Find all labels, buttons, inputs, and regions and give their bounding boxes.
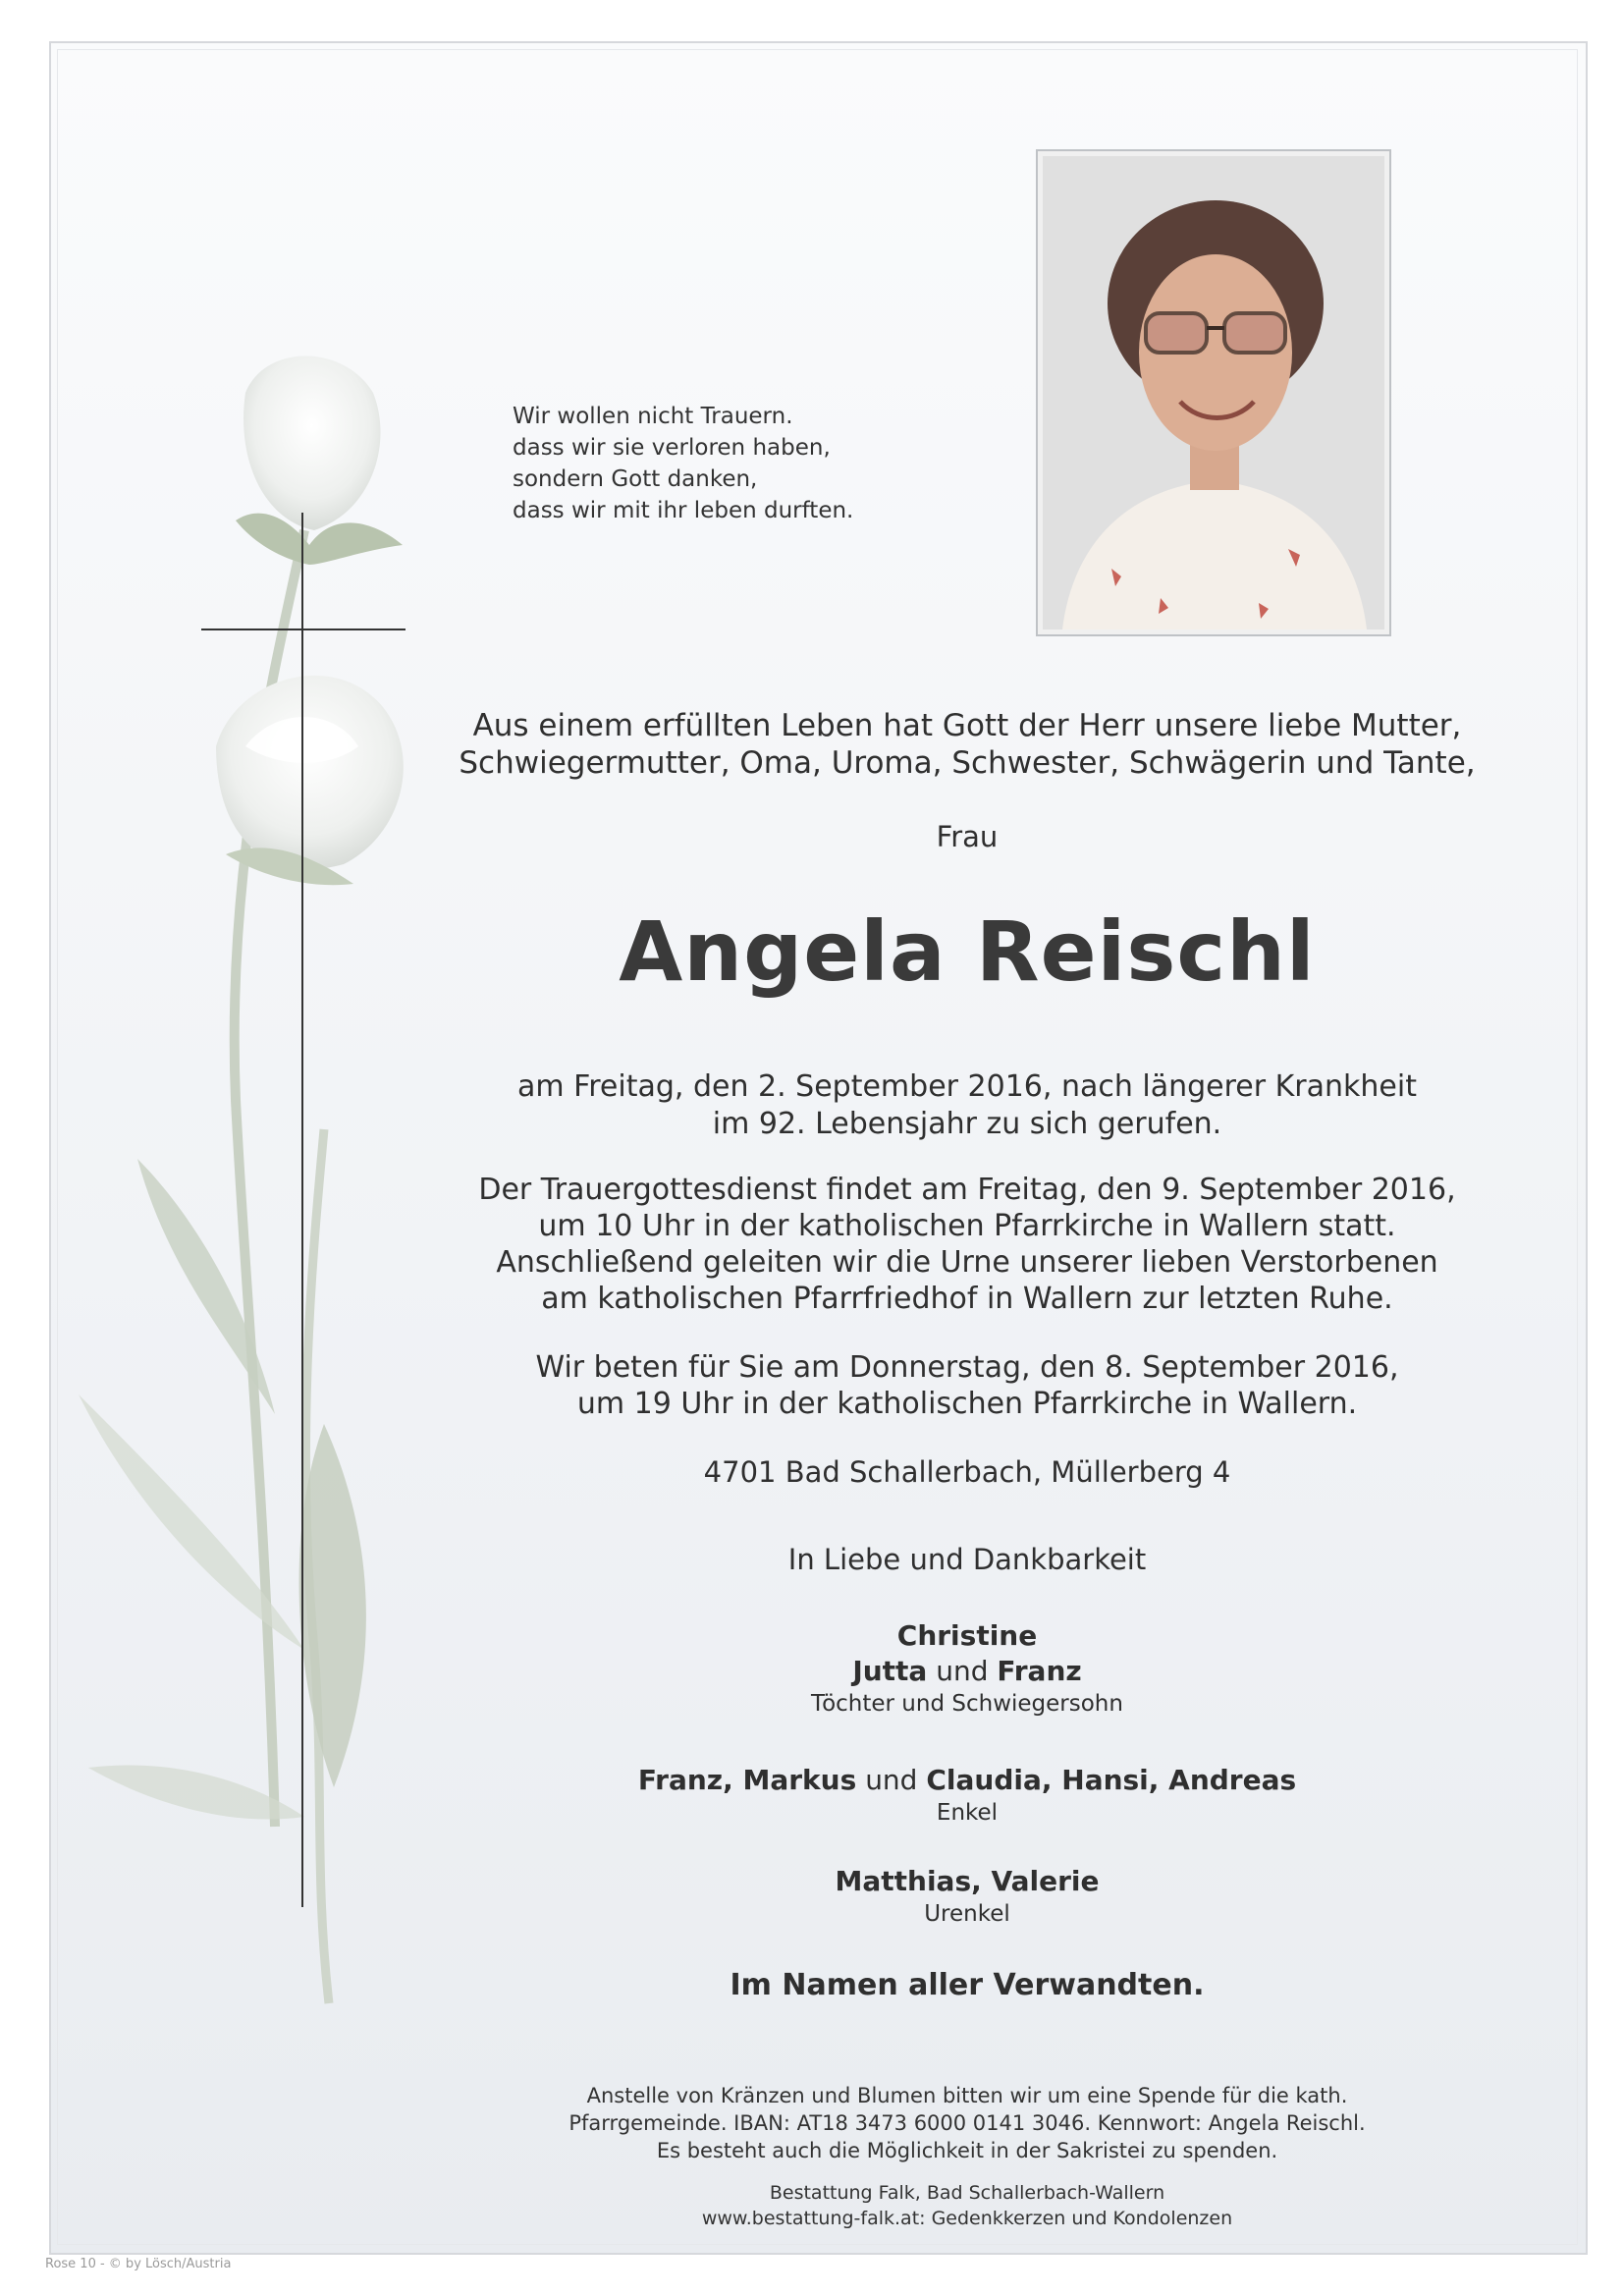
- service-line: am katholischen Pfarrfriedhof in Wallern zur letzten Ruhe.: [541, 1282, 1393, 1316]
- poem: [513, 401, 925, 526]
- mourner-name: Matthias, Valerie: [835, 1865, 1100, 1897]
- poem-line: Wir wollen nicht Trauern.: [513, 404, 793, 429]
- service-line: um 10 Uhr in der katholischen Pfarrkirche in Wallern statt.: [538, 1209, 1396, 1243]
- death-line: im 92. Lebensjahr zu sich gerufen.: [712, 1107, 1222, 1141]
- mourner-name: Jutta: [852, 1655, 928, 1687]
- death-notice: [412, 1068, 1522, 1143]
- prayer-info: [412, 1349, 1522, 1422]
- poem-line: sondern Gott danken,: [513, 466, 758, 492]
- poem-line: dass wir mit ihr leben durften.: [513, 498, 854, 523]
- undertaker-line: Bestattung Falk, Bad Schallerbach-Wallern: [769, 2182, 1165, 2204]
- service-line: Anschließend geleiten wir die Urne unserer lieben Verstorbenen: [496, 1245, 1438, 1280]
- mourner-name: Claudia, Hansi, Andreas: [926, 1764, 1297, 1796]
- announcement: [412, 707, 1522, 782]
- prayer-line: um 19 Uhr in der katholischen Pfarrkirche in Wallern.: [576, 1387, 1358, 1421]
- mourner-name: Franz, Markus: [637, 1764, 857, 1796]
- announcement-line: Aus einem erfüllten Leben hat Gott der Herr unsere liebe Mutter,: [472, 708, 1462, 743]
- portrait-photo: [1036, 149, 1391, 636]
- mourner-name: Christine: [896, 1619, 1038, 1652]
- conjunction: und: [865, 1764, 918, 1796]
- relation-label: Urenkel: [924, 1901, 1010, 1927]
- family-address: 4701 Bad Schallerbach, Müllerberg 4: [703, 1455, 1231, 1489]
- cross-vertical-bar: [301, 513, 303, 1907]
- donation-line: Anstelle von Kränzen und Blumen bitten wir um eine Spende für die kath.: [586, 2084, 1348, 2107]
- image-credit: Rose 10 - © by Lösch/Austria: [45, 2257, 232, 2271]
- closing-line: Im Namen aller Verwandten.: [730, 1968, 1205, 2002]
- funeral-service-info: [412, 1172, 1522, 1317]
- conjunction: und: [936, 1655, 989, 1687]
- relation-label: Töchter und Schwiegersohn: [811, 1691, 1123, 1717]
- poem-line: dass wir sie verloren haben,: [513, 435, 831, 461]
- donation-note: [412, 2082, 1522, 2164]
- cross-horizontal-bar: [201, 629, 406, 630]
- salutation: Frau: [936, 820, 999, 853]
- in-love-line: In Liebe und Dankbarkeit: [787, 1543, 1147, 1576]
- relation-label: Enkel: [936, 1800, 999, 1826]
- mourner-name: Franz: [997, 1655, 1082, 1687]
- donation-line: Pfarrgemeinde. IBAN: AT18 3473 6000 0141 3046. Kennwort: Angela Reischl.: [568, 2111, 1366, 2135]
- undertaker-info: [412, 2180, 1522, 2231]
- death-line: am Freitag, den 2. September 2016, nach längerer Krankheit: [517, 1069, 1417, 1104]
- mourners-grandchildren: [412, 1763, 1522, 1828]
- mourners-great-grandchildren: [412, 1864, 1522, 1929]
- donation-line: Es besteht auch die Möglichkeit in der Sakristei zu spenden.: [656, 2139, 1278, 2162]
- mourners-daughters: [412, 1618, 1522, 1719]
- deceased-name: Angela Reischl: [619, 903, 1316, 1000]
- service-line: Der Trauergottesdienst findet am Freitag, den 9. September 2016,: [478, 1173, 1456, 1207]
- undertaker-line: www.bestattung-falk.at: Gedenkkerzen und Kondolenzen: [701, 2208, 1233, 2229]
- prayer-line: Wir beten für Sie am Donnerstag, den 8. September 2016,: [535, 1350, 1399, 1385]
- announcement-line: Schwiegermutter, Oma, Uroma, Schwester, Schwägerin und Tante,: [459, 745, 1476, 781]
